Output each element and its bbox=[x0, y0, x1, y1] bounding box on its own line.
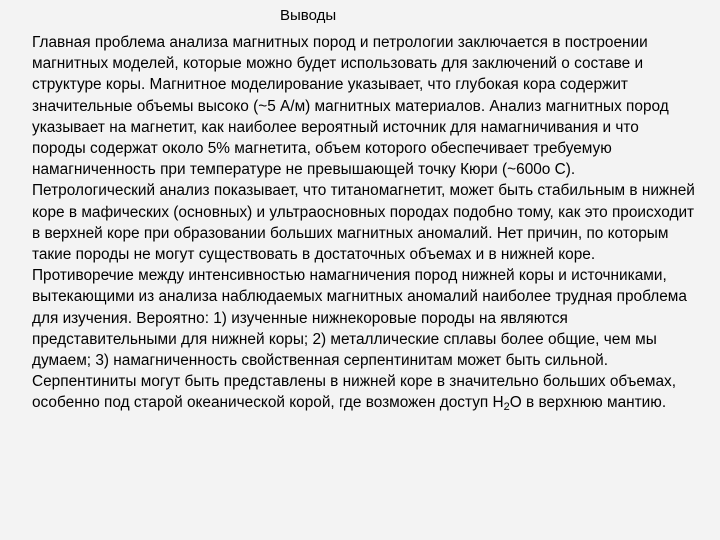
slide-body bbox=[32, 32, 696, 414]
paragraph-2-end: O в верхнюю мантию. bbox=[509, 394, 667, 412]
slide-title: Выводы bbox=[280, 7, 337, 24]
subscript-2: 2 bbox=[503, 401, 510, 414]
paragraph-1: Главная проблема анализа магнитных пород и петрологии заключается в построении магнитных моделей, которые можно будет использовать для заключений о составе и структуре коры. Магнитное моделирование указывает, что глубокая кора содержит значительные объемы высоко (~5 А/м) магнитных материалов. Анализ магнитных пород указывает на магнетит, как наиболее вероятный источник для намагничивания и что породы содержат около 5% магнетита, объем которого обеспечивает требуемую намагниченность при температуре не превышающей точку Кюри (~600o C). Петрологический анализ показывает, что титаномагнетит, может быть стабильным в нижней коре в мафических (основных) и ультраосновных породах подобно тому, как это происходит в верхней коре при образовании больших магнитных аномалий. Нет причин, по которым такие породы не могут существовать в достаточных объемах и в нижней коре. bbox=[32, 34, 695, 264]
paragraph-2 bbox=[32, 265, 696, 413]
paragraph-2-text: Противоречие между интенсивностью намагничения пород нижней коры и источниками, вытекающими из анализа наблюдаемых магнитных аномалий наиболее трудная проблема для изучения. Вероятно: 1) изученные нижнекоровые породы на являются представительными для нижней коры; 2) металлические сплавы более общие, чем мы думаем; 3) намагниченность свойственная серпентинитам может быть сильной. Серпентиниты могут быть представлены в нижней коре в значительно больших объемах, особенно под старой океанической корой, где возможен доступ H bbox=[32, 267, 687, 412]
